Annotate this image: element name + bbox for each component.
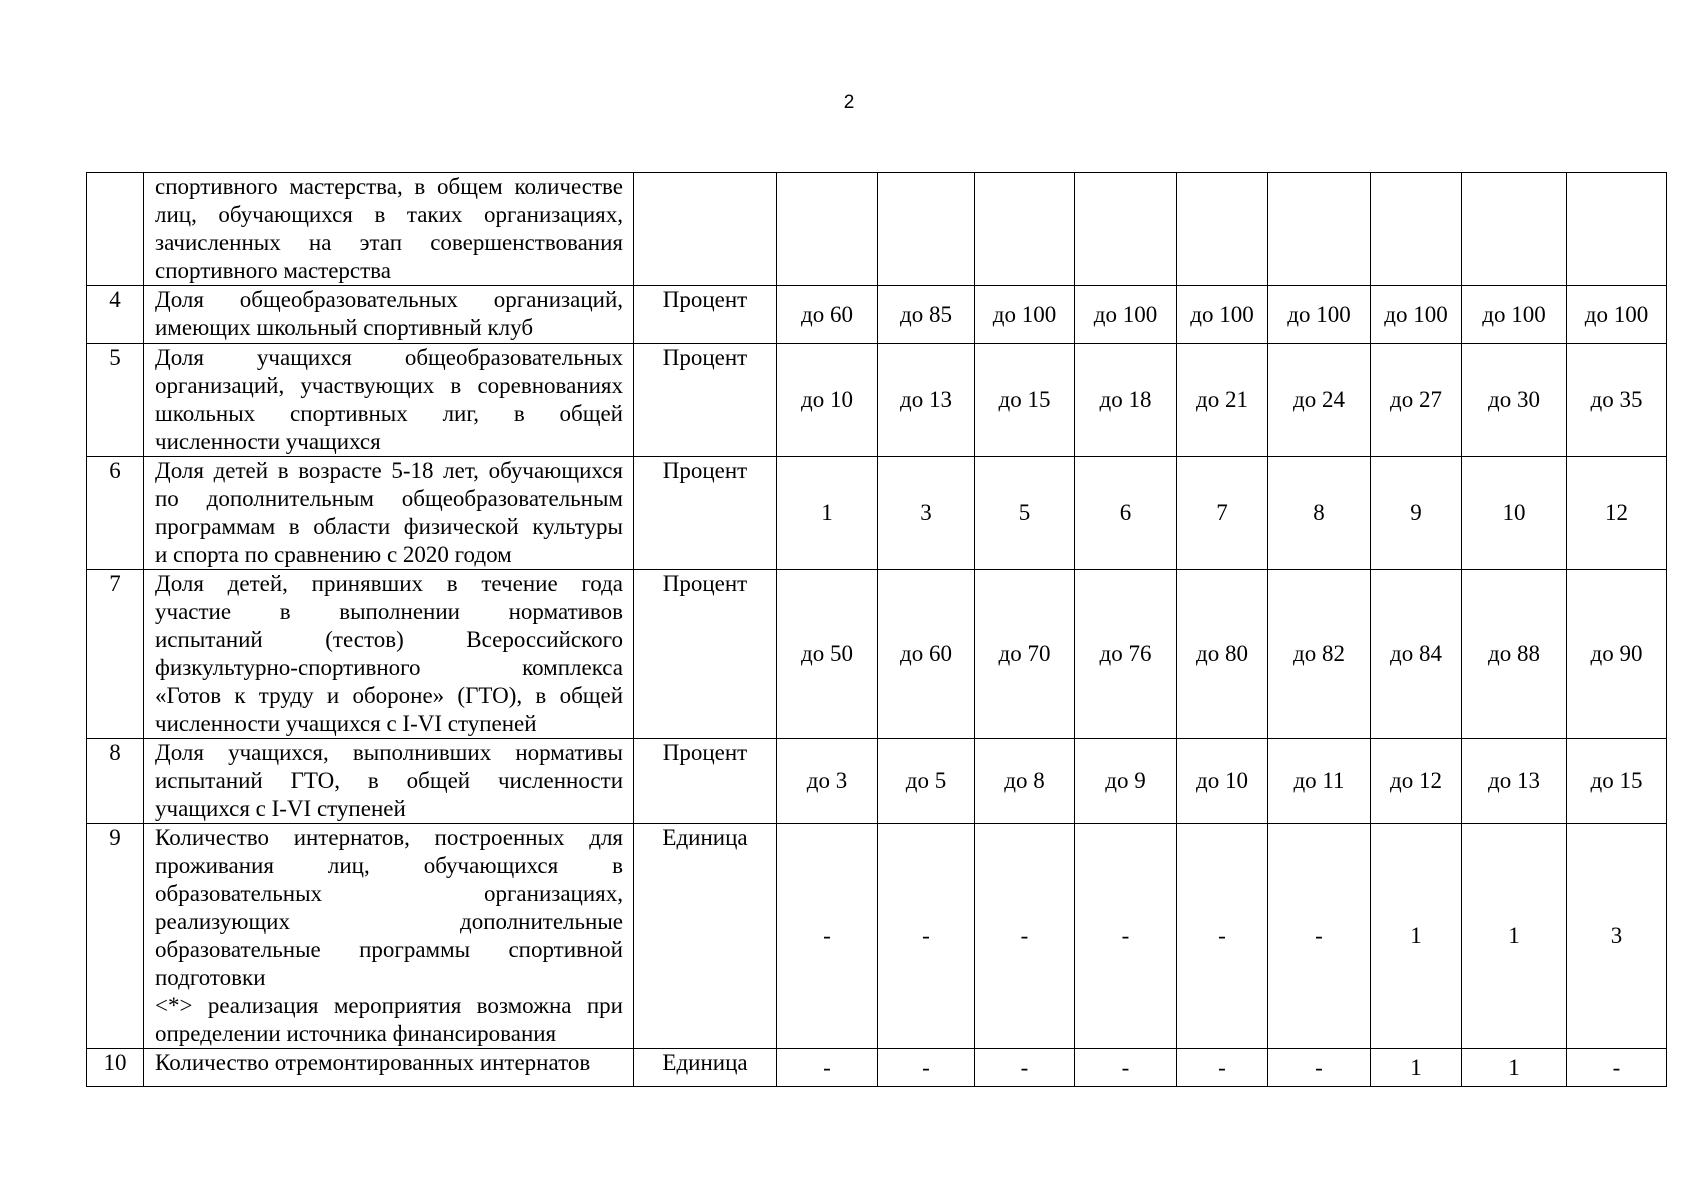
indicator-name-line: реализующих дополнительные <box>155 909 623 934</box>
value-cell: - <box>1177 1049 1268 1087</box>
row-number: 4 <box>87 286 144 344</box>
indicator-name <box>144 286 634 344</box>
indicator-name <box>144 173 634 286</box>
indicator-name <box>144 824 634 1049</box>
indicator-name-line: физкультурно-спортивного комплекса <box>155 655 623 680</box>
indicator-name-line: спортивного мастерства, в общем количестве <box>155 174 623 199</box>
unit-of-measure: Единица <box>634 1049 777 1087</box>
value-cell: до 70 <box>975 570 1075 739</box>
value-cell: 6 <box>1075 457 1177 570</box>
indicator-name <box>144 570 634 739</box>
value-cell: до 3 <box>777 739 878 824</box>
value-cell: до 24 <box>1268 344 1371 457</box>
value-cell: 1 <box>1371 824 1462 1049</box>
row-number <box>87 173 144 286</box>
indicator-name-line: зачисленных на этап совершенствования <box>155 230 623 255</box>
indicator-name-line: программам в области физической культуры <box>155 514 623 539</box>
value-cell: до 100 <box>1177 286 1268 344</box>
unit-of-measure: Процент <box>634 457 777 570</box>
value-cell: до 50 <box>777 570 878 739</box>
value-cell: 3 <box>1567 824 1667 1049</box>
value-cell: до 100 <box>1268 286 1371 344</box>
unit-of-measure: Процент <box>634 286 777 344</box>
unit-of-measure: Процент <box>634 739 777 824</box>
value-cell: - <box>878 824 975 1049</box>
indicator-name-line: образовательные программы спортивной <box>155 937 623 962</box>
unit-of-measure: Процент <box>634 570 777 739</box>
value-cell: - <box>1075 824 1177 1049</box>
indicator-name <box>144 1049 634 1087</box>
value-cell: до 100 <box>1371 286 1462 344</box>
indicator-name-line: и спорта по сравнению с 2020 годом <box>155 542 512 567</box>
value-cell: до 76 <box>1075 570 1177 739</box>
value-cell <box>1371 173 1462 286</box>
value-cell: 12 <box>1567 457 1667 570</box>
indicator-name-line: Доля общеобразовательных организаций, <box>155 287 623 312</box>
indicator-name-line: участие в выполнении нормативов <box>155 599 623 624</box>
indicator-name-line: спортивного мастерства <box>155 258 391 283</box>
value-cell <box>777 173 878 286</box>
value-cell: - <box>1268 824 1371 1049</box>
indicator-name-line: проживания лиц, обучающихся в <box>155 853 623 878</box>
value-cell: 1 <box>777 457 878 570</box>
value-cell: до 10 <box>1177 739 1268 824</box>
value-cell <box>1462 173 1567 286</box>
unit-of-measure: Единица <box>634 824 777 1049</box>
indicator-name-line: испытаний (тестов) Всероссийского <box>155 627 623 652</box>
indicator-name <box>144 344 634 457</box>
row-number: 7 <box>87 570 144 739</box>
value-cell: до 15 <box>1567 739 1667 824</box>
value-cell: 1 <box>1462 824 1567 1049</box>
value-cell: 9 <box>1371 457 1462 570</box>
value-cell: - <box>1177 824 1268 1049</box>
value-cell: 1 <box>1462 1049 1567 1087</box>
value-cell <box>975 173 1075 286</box>
value-cell: - <box>975 1049 1075 1087</box>
unit-of-measure: Процент <box>634 344 777 457</box>
unit-of-measure <box>634 173 777 286</box>
value-cell: до 88 <box>1462 570 1567 739</box>
value-cell: до 60 <box>878 570 975 739</box>
value-cell: до 13 <box>1462 739 1567 824</box>
indicator-name-line: образовательных организациях, <box>155 881 623 906</box>
indicator-name-line: по дополнительным общеобразовательным <box>155 486 623 511</box>
indicator-name-line: численности учащихся <box>155 429 381 454</box>
indicator-name-line: лиц, обучающихся в таких организациях, <box>155 202 623 227</box>
indicator-name <box>144 457 634 570</box>
value-cell: до 15 <box>975 344 1075 457</box>
value-cell: до 60 <box>777 286 878 344</box>
value-cell: 10 <box>1462 457 1567 570</box>
indicator-name-line: Количество отремонтированных интернатов <box>155 1050 591 1075</box>
value-cell: до 100 <box>975 286 1075 344</box>
row-number: 9 <box>87 824 144 1049</box>
indicator-name-line: подготовки <box>155 965 266 990</box>
value-cell: - <box>1075 1049 1177 1087</box>
row-number: 10 <box>87 1049 144 1087</box>
value-cell: до 18 <box>1075 344 1177 457</box>
value-cell: до 9 <box>1075 739 1177 824</box>
value-cell: до 5 <box>878 739 975 824</box>
indicator-name-line: школьных спортивных лиг, в общей <box>155 401 623 426</box>
value-cell: до 100 <box>1462 286 1567 344</box>
indicator-name-line: «Готов к труду и обороне» (ГТО), в общей <box>155 683 623 708</box>
value-cell: до 12 <box>1371 739 1462 824</box>
table-row <box>87 344 1667 457</box>
value-cell: до 82 <box>1268 570 1371 739</box>
indicator-name-line: Доля учащихся общеобразовательных <box>155 345 623 370</box>
value-cell: - <box>777 824 878 1049</box>
value-cell <box>878 173 975 286</box>
indicator-name-line: численности учащихся с I-VI ступеней <box>155 711 537 736</box>
indicator-name-line: Доля учащихся, выполнивших нормативы <box>155 740 623 765</box>
indicator-name-line: учащихся с I-VI ступеней <box>155 796 406 821</box>
value-cell: до 84 <box>1371 570 1462 739</box>
value-cell: до 100 <box>1075 286 1177 344</box>
value-cell: до 13 <box>878 344 975 457</box>
value-cell: - <box>1268 1049 1371 1087</box>
value-cell: до 100 <box>1567 286 1667 344</box>
indicator-name-line: организаций, участвующих в соревнованиях <box>155 373 623 398</box>
page-number: 2 <box>843 92 855 113</box>
row-number: 8 <box>87 739 144 824</box>
value-cell: 7 <box>1177 457 1268 570</box>
value-cell: - <box>777 1049 878 1087</box>
value-cell <box>1075 173 1177 286</box>
value-cell: до 85 <box>878 286 975 344</box>
value-cell: до 30 <box>1462 344 1567 457</box>
value-cell: 3 <box>878 457 975 570</box>
row-number: 5 <box>87 344 144 457</box>
indicator-name-line: определении источника финансирования <box>155 1021 557 1046</box>
table-row <box>87 824 1667 1049</box>
value-cell: до 11 <box>1268 739 1371 824</box>
value-cell: до 27 <box>1371 344 1462 457</box>
value-cell <box>1268 173 1371 286</box>
indicator-name <box>144 739 634 824</box>
table-row <box>87 286 1667 344</box>
value-cell: до 21 <box>1177 344 1268 457</box>
indicator-name-line: испытаний ГТО, в общей численности <box>155 768 623 793</box>
value-cell: - <box>878 1049 975 1087</box>
value-cell: до 10 <box>777 344 878 457</box>
value-cell <box>1177 173 1268 286</box>
row-number: 6 <box>87 457 144 570</box>
value-cell: - <box>975 824 1075 1049</box>
table-body <box>87 173 1667 1087</box>
value-cell: 1 <box>1371 1049 1462 1087</box>
table-row <box>87 739 1667 824</box>
table-row <box>87 173 1667 286</box>
indicator-name-line: Количество интернатов, построенных для <box>155 825 623 850</box>
table-row <box>87 1049 1667 1087</box>
indicator-name-line: имеющих школьный спортивный клуб <box>155 315 534 340</box>
value-cell: до 90 <box>1567 570 1667 739</box>
value-cell: до 35 <box>1567 344 1667 457</box>
value-cell: до 8 <box>975 739 1075 824</box>
table-row <box>87 570 1667 739</box>
value-cell: - <box>1567 1049 1667 1087</box>
indicators-table <box>86 172 1667 1087</box>
indicator-name-line: Доля детей, принявших в течение года <box>155 571 623 596</box>
indicator-name-line: Доля детей в возрасте 5-18 лет, обучающихся <box>155 458 623 483</box>
value-cell: до 80 <box>1177 570 1268 739</box>
value-cell: 8 <box>1268 457 1371 570</box>
indicator-name-line: <*> реализация мероприятия возможна при <box>155 993 623 1018</box>
value-cell <box>1567 173 1667 286</box>
value-cell: 5 <box>975 457 1075 570</box>
table-row <box>87 457 1667 570</box>
